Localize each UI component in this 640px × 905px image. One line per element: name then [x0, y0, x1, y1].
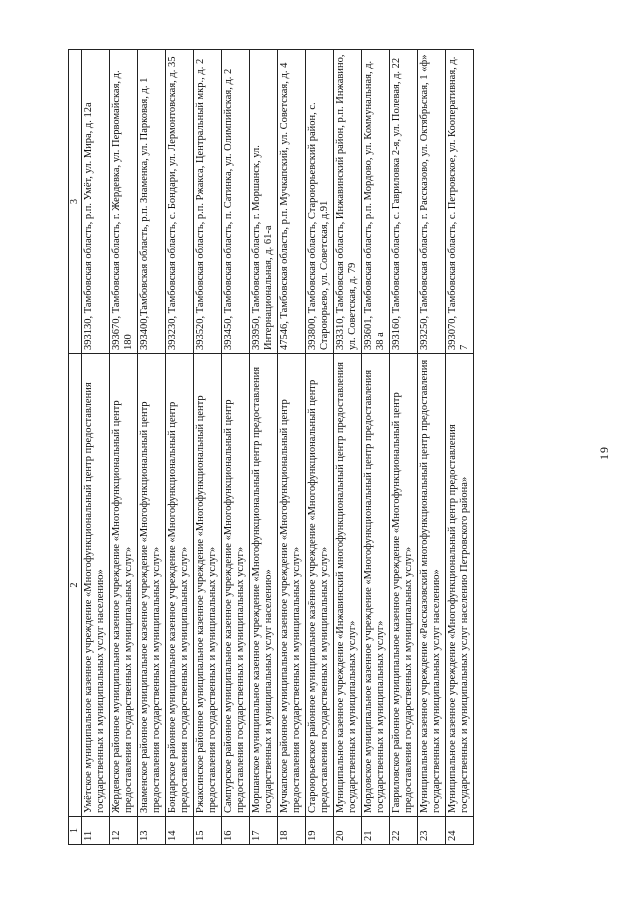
row-number-cell: 13 — [138, 817, 166, 845]
institution-name-cell: Муниципальное казенное учреждение «Инжавинский многофункциональный центр предоставления государственных и муниципальных услуг» — [334, 354, 362, 817]
institution-name-cell: Мордовское муниципальное казенное учреждение «Многофункциональный центр предоставления государственных и муниципальных услуг» — [362, 354, 390, 817]
page-number: 19 — [597, 446, 611, 460]
address-cell: 393400,Тамбовская область, р.п. Знаменка, ул. Парковая, д. 1 — [138, 50, 166, 354]
row-number-cell: 19 — [306, 817, 334, 845]
address-cell: 393250, Тамбовская область, г. Рассказово, ул. Октябрьская, 1 «ф» — [418, 50, 446, 354]
address-cell: 393310, Тамбовская область, Инжавинский район, р.п. Инжавино, ул. Советская, д. 79 — [334, 50, 362, 354]
institution-name-cell: Умётское муниципальное казенное учреждение «Многофункциональный центр предоставления государственных и муниципальных услуг населению» — [82, 354, 110, 817]
institution-name-cell: Муниципальное казенное учреждение «Рассказовский многофункциональный центр предоставления государственных и муниципальных услуг населению» — [418, 354, 446, 817]
address-cell: 393950, Тамбовская область, г. Моршанск, ул. Интернациональная, д. 61-а — [250, 50, 278, 354]
address-cell: 393800, Тамбовская область, Староюрьевский район, с. Староюрьево, ул. Советская, д.91 — [306, 50, 334, 354]
row-number-cell: 11 — [82, 817, 110, 845]
row-number-cell: 18 — [278, 817, 306, 845]
table-row — [390, 50, 418, 845]
row-number-cell: 14 — [166, 817, 194, 845]
address-cell: 393520, Тамбовская область, р.п. Ржакса, Центральный мкр., д. 2 — [194, 50, 222, 354]
institution-name-cell: Жердевское районное муниципальное казенное учреждение «Многофункциональный центр предоставления государственных и муниципальных услуг» — [110, 354, 138, 817]
table-row — [166, 50, 194, 845]
column-number-2: 2 — [69, 354, 82, 817]
table-row — [306, 50, 334, 845]
institution-name-cell: Знаменское районное муниципальное казенное учреждение «Многофункциональный центр предоставления государственных и муниципальных услуг» — [138, 354, 166, 817]
row-number-cell: 12 — [110, 817, 138, 845]
institution-name-cell: Бондарское районное муниципальное казенное учреждение «Многофункциональный центр предоставления государственных и муниципальных услуг» — [166, 354, 194, 817]
table-row — [110, 50, 138, 845]
address-cell: 393160, Тамбовская область, с. Гавриловка 2-я, ул. Полевая, д. 22 — [390, 50, 418, 354]
institution-name-cell: Сампурское районное муниципальное казенное учреждение «Многофункциональный центр предоставления государственных и муниципальных услуг» — [222, 354, 250, 817]
row-number-cell: 23 — [418, 817, 446, 845]
row-number-cell: 20 — [334, 817, 362, 845]
table-row — [138, 50, 166, 845]
institution-name-cell: Ржаксинское районное муниципальное казенное учреждение «Многофункциональный центр предоставления государственных и муниципальных услуг» — [194, 354, 222, 817]
row-number-cell: 17 — [250, 817, 278, 845]
table-row — [278, 50, 306, 845]
column-number-row — [69, 50, 82, 845]
table-row — [418, 50, 446, 845]
institution-name-cell: Староюрьевское районное муниципальное казённое учреждение «Многофункциональный центр предоставления государственных и муниципальных услуг» — [306, 354, 334, 817]
address-cell: 393670, Тамбовская область, г. Жердевка, ул. Первомайская, д. 180 — [110, 50, 138, 354]
address-cell: 393450, Тамбовская область, п. Сатинка, ул. Олимпийская, д. 2 — [222, 50, 250, 354]
row-number-cell: 21 — [362, 817, 390, 845]
table-row — [250, 50, 278, 845]
row-number-cell: 22 — [390, 817, 418, 845]
column-number-3: 3 — [69, 50, 82, 354]
table-row — [446, 50, 474, 845]
table-row — [194, 50, 222, 845]
institution-name-cell: Мучкапское районное муниципальное казенное учреждение «Многофункциональный центр предоставления государственных и муниципальных услуг» — [278, 354, 306, 817]
table-row — [222, 50, 250, 845]
column-number-1: 1 — [69, 817, 82, 845]
mfc-registry-table — [68, 49, 474, 845]
table-row — [82, 50, 110, 845]
institution-name-cell: Моршанское муниципальное казенное учреждение «Многофункциональный центр предоставления государственных и муниципальных услуг населению» — [250, 354, 278, 817]
table-row — [362, 50, 390, 845]
address-cell: 393070, Тамбовская область, с. Петровское, ул. Кооперативная, д. 7 — [446, 50, 474, 354]
address-cell: 47546, Тамбовская область, р.п. Мучкапский, ул. Советская, д. 4 — [278, 50, 306, 354]
row-number-cell: 16 — [222, 817, 250, 845]
address-cell: 393601, Тамбовская область, р.п. Мордово, ул. Коммунальная, д. 38 а — [362, 50, 390, 354]
table-row — [334, 50, 362, 845]
address-cell: 393230, Тамбовская область, с. Бондари, ул. Лермонтовская, д. 35 — [166, 50, 194, 354]
institution-name-cell: Муниципальное казенное учреждение «Многофункциональный центр предоставления государственных и муниципальных услуг населению Петровского района» — [446, 354, 474, 817]
row-number-cell: 15 — [194, 817, 222, 845]
institution-name-cell: Гавриловское районное муниципальное казенное учреждение «Многофункциональный центр предоставления государственных и муниципальных услуг» — [390, 354, 418, 817]
address-cell: 393130, Тамбовская область, р.п. Умёт, ул. Мира, д. 12а — [82, 50, 110, 354]
row-number-cell: 24 — [446, 817, 474, 845]
